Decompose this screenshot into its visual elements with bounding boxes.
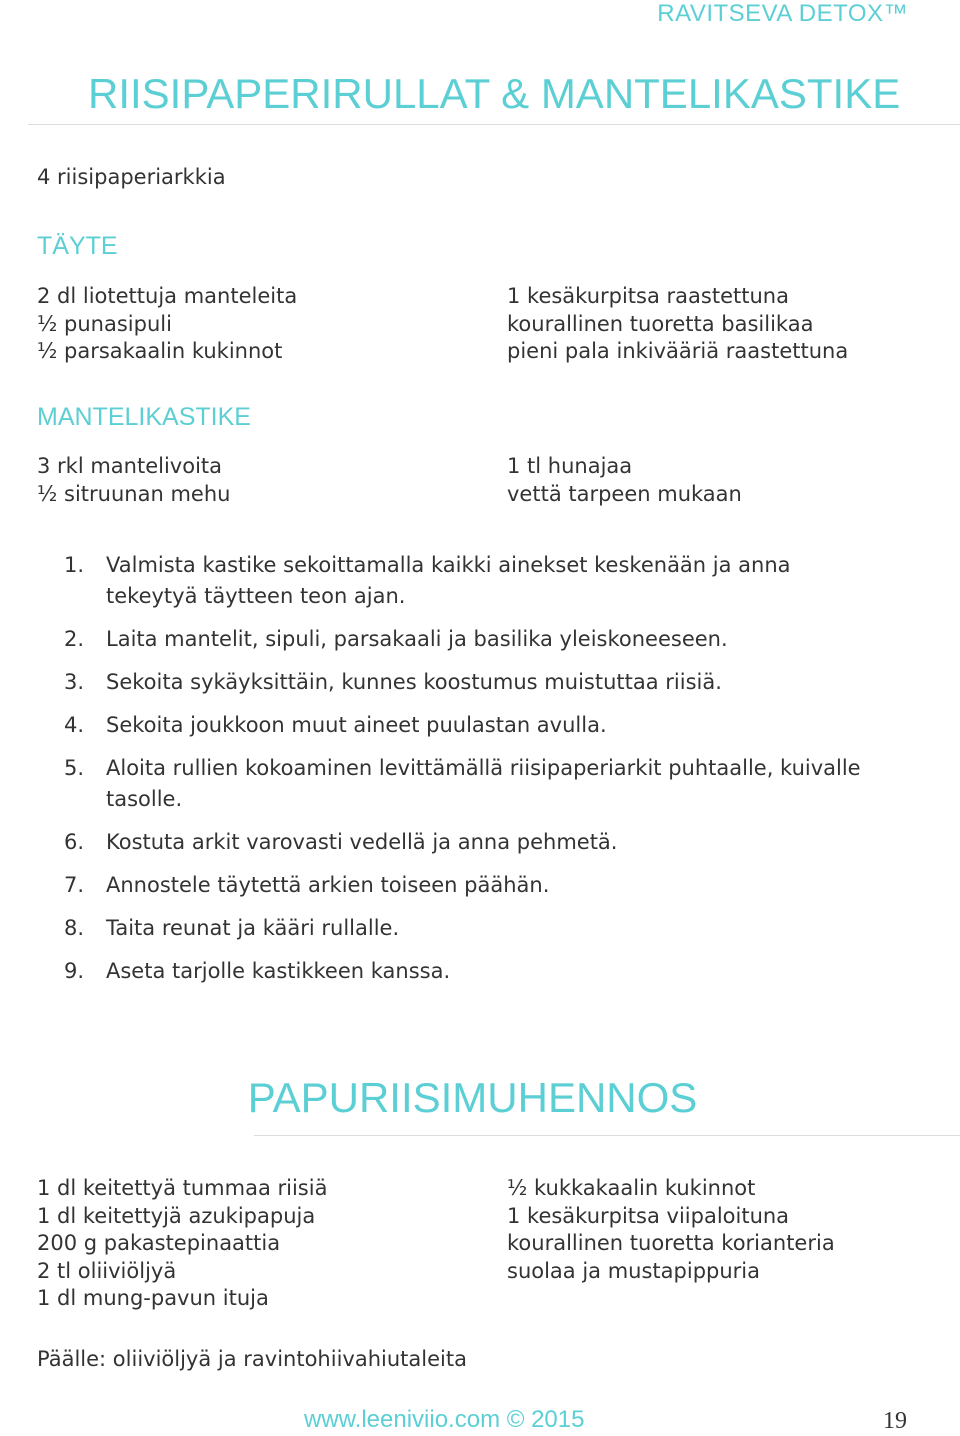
- ingredient: 200 g pakastepinaattia: [37, 1231, 281, 1255]
- topping-note: Päälle: oliiviöljyä ja ravintohiivahiutaleita: [37, 1347, 467, 1371]
- ingredient: 1 tl hunajaa: [507, 454, 633, 478]
- ingredient: 1 kesäkurpitsa raastettuna: [507, 284, 789, 308]
- step-number: 7.: [64, 873, 85, 897]
- section-heading-sauce: MANTELIKASTIKE: [37, 403, 251, 431]
- ingredient: 2 tl oliiviöljyä: [37, 1258, 177, 1283]
- step-item: [64, 667, 864, 698]
- base-ingredient: 4 riisipaperiarkkia: [37, 165, 226, 189]
- ingredient: ½ punasipuli: [37, 311, 172, 336]
- ingredient: kourallinen tuoretta korianteria: [507, 1231, 835, 1255]
- step-item: [64, 956, 864, 987]
- step-number: 2.: [64, 627, 85, 651]
- step-number: 9.: [64, 959, 85, 983]
- step-text: Annostele täytettä arkien toiseen päähän.: [106, 873, 550, 897]
- ingredient: 1 dl mung-pavun ituja: [37, 1286, 269, 1310]
- step-item: [64, 827, 864, 858]
- step-number: 3.: [64, 670, 85, 694]
- step-text: Taita reunat ja kääri rullalle.: [106, 916, 400, 940]
- stew-ingredients-right: [507, 1175, 835, 1285]
- stew-ingredients-left: [37, 1175, 327, 1313]
- ingredient: kourallinen tuoretta basilikaa: [507, 311, 814, 336]
- ingredient: suolaa ja mustapippuria: [507, 1258, 761, 1283]
- footer-website-link[interactable]: www.leeniviio.com © 2015: [304, 1406, 585, 1433]
- step-item: [64, 913, 864, 944]
- ingredient: vettä tarpeen mukaan: [507, 481, 742, 506]
- title-divider-2: [254, 1135, 960, 1136]
- step-number: 6.: [64, 830, 85, 854]
- step-number: 5.: [64, 756, 85, 780]
- step-item: [64, 550, 864, 612]
- step-item: [64, 624, 864, 655]
- step-text: Sekoita sykäyksittäin, kunnes koostumus muistuttaa riisiä.: [106, 670, 722, 694]
- step-number: 1.: [64, 553, 85, 577]
- page-header-brand: RAVITSEVA DETOX™: [657, 0, 908, 27]
- ingredient: ½ sitruunan mehu: [37, 481, 231, 506]
- step-text: Kostuta arkit varovasti vedellä ja anna pehmetä.: [106, 830, 618, 854]
- ingredient: 3 rkl mantelivoita: [37, 454, 223, 478]
- sauce-ingredients-left: [37, 453, 230, 508]
- step-item: [64, 870, 864, 901]
- step-text: Aseta tarjolle kastikkeen kanssa.: [106, 959, 451, 983]
- ingredient: 1 kesäkurpitsa viipaloituna: [507, 1203, 790, 1228]
- step-text: Valmista kastike sekoittamalla kaikki ainekset keskenään ja anna tekeytyä täytteen teon ajan.: [106, 553, 791, 608]
- page-number: 19: [883, 1408, 907, 1434]
- ingredient: 2 dl liotettuja manteleita: [37, 284, 298, 308]
- ingredient: pieni pala inkivääriä raastettuna: [507, 339, 849, 363]
- step-text: Laita mantelit, sipuli, parsakaali ja basilika yleiskoneeseen.: [106, 627, 728, 651]
- recipe-title: RIISIPAPERIRULLAT & MANTELIKASTIKE: [88, 70, 901, 117]
- ingredient: ½ parsakaalin kukinnot: [37, 339, 283, 363]
- title-divider: [28, 124, 960, 125]
- recipe-title-2: PAPURIISIMUHENNOS: [247, 1074, 698, 1121]
- step-text: Aloita rullien kokoaminen levittämällä riisipaperiarkit puhtaalle, kuivalle tasolle.: [106, 756, 861, 811]
- ingredient: ½ kukkakaalin kukinnot: [507, 1176, 756, 1200]
- step-number: 4.: [64, 713, 85, 737]
- ingredient: 1 dl keitettyjä azukipapuja: [37, 1203, 316, 1228]
- section-heading-filling: TÄYTE: [37, 232, 118, 260]
- instruction-steps: [64, 550, 864, 999]
- step-item: [64, 753, 864, 815]
- filling-ingredients-right: [507, 283, 848, 366]
- step-item: [64, 710, 864, 741]
- step-number: 8.: [64, 916, 85, 940]
- filling-ingredients-left: [37, 283, 297, 366]
- sauce-ingredients-right: [507, 453, 742, 508]
- step-text: Sekoita joukkoon muut aineet puulastan avulla.: [106, 713, 607, 737]
- ingredient: 1 dl keitettyä tummaa riisiä: [37, 1176, 328, 1200]
